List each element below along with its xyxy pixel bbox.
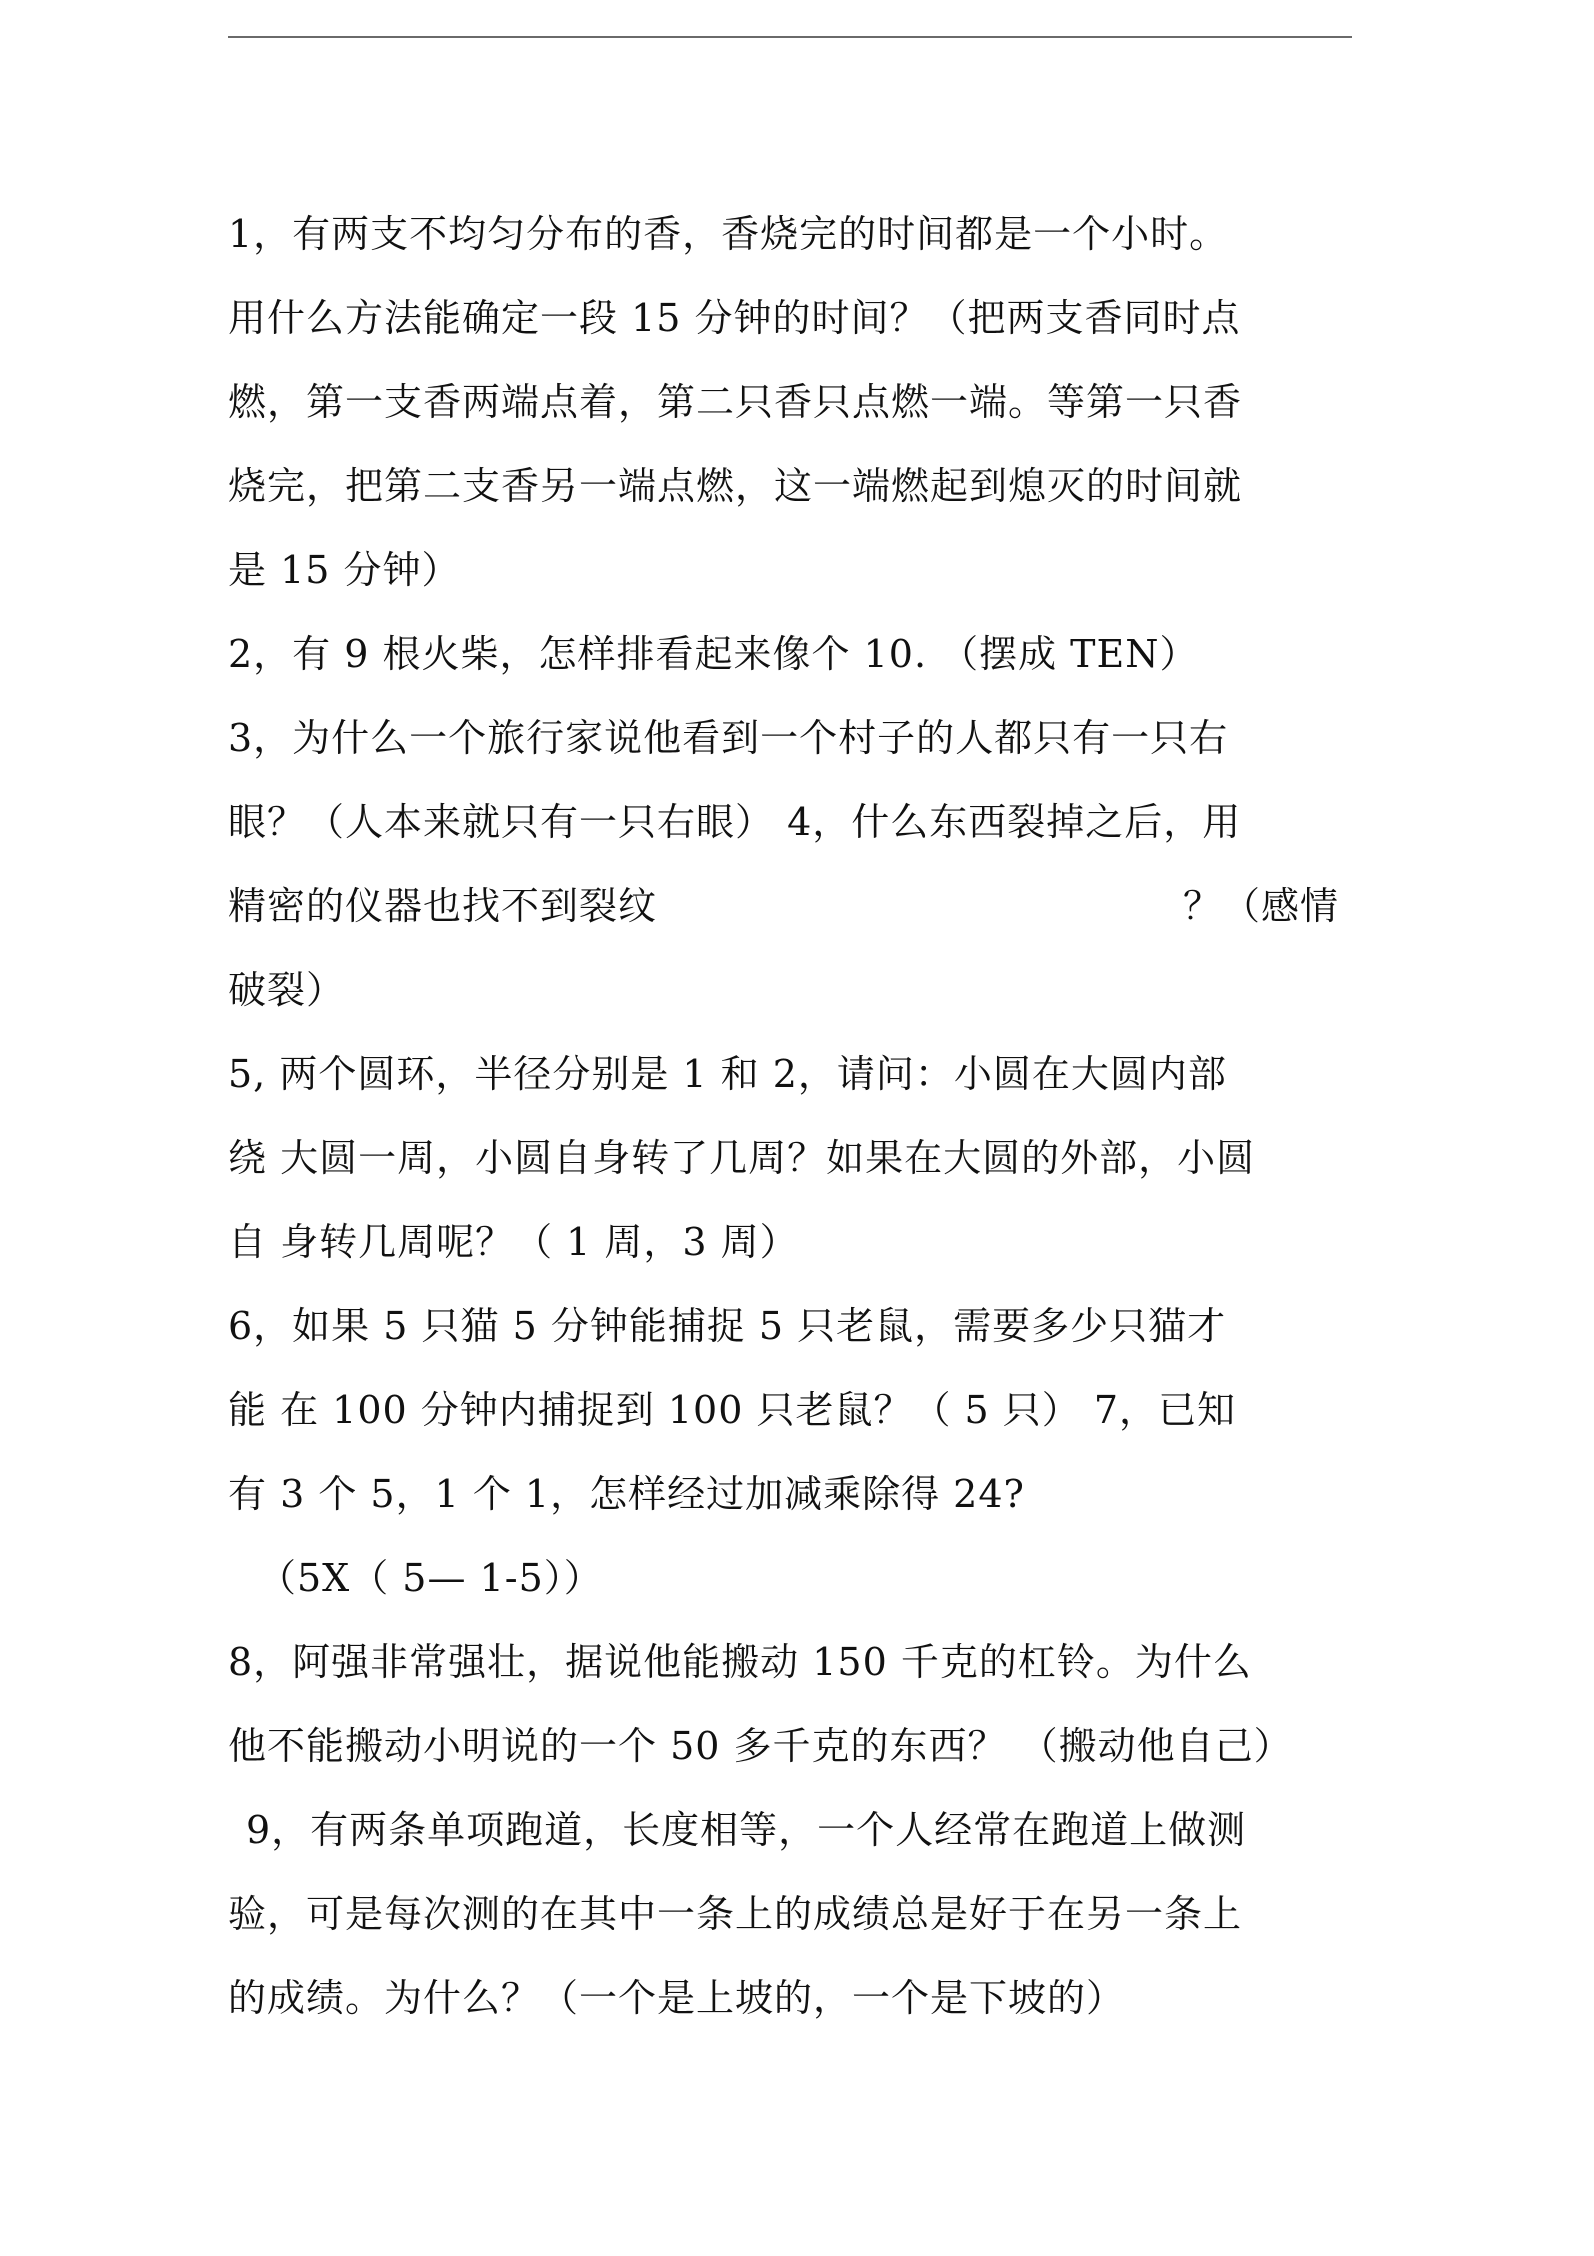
text-line: 破裂） [228,968,346,1012]
text-line: 5, 两个圆环，半径分别是 1 和 2，请问：小圆在大圆内部 [228,1052,1227,1096]
text-line: 8，阿强非常强壮，据说他能搬动 150 千克的杠铃。为什么 [228,1640,1252,1684]
text-line: 精密的仪器也找不到裂纹 [228,884,658,928]
text-line: 能 在 100 分钟内捕捉到 100 只老鼠？（ 5 只） 7，已知 [228,1388,1237,1432]
text-line: 1，有两支不均匀分布的香，香烧完的时间都是一个小时。 [228,212,1229,256]
text-line: 9，有两条单项跑道，长度相等，一个人经常在跑道上做测 [246,1808,1247,1852]
text-line: 绕 大圆一周，小圆自身转了几周？如果在大圆的外部，小圆 [228,1136,1256,1180]
text-line: 自 身转几周呢？（ 1 周，3 周） [228,1220,799,1264]
text-line: 3，为什么一个旅行家说他看到一个村子的人都只有一只右 [228,716,1229,760]
text-line: 的成绩。为什么？（一个是上坡的，一个是下坡的） [228,1976,1126,2020]
text-line: 他不能搬动小明说的一个 50 多千克的东西？ （搬动他自己） [228,1724,1293,1768]
text-line: 燃，第一支香两端点着，第二只香只点燃一端。等第一只香 [228,380,1243,424]
text-line: 烧完，把第二支香另一端点燃，这一端燃起到熄灭的时间就 [228,464,1243,508]
text-line: 2，有 9 根火柴，怎样排看起来像个 10. （摆成 TEN） [228,632,1199,676]
header-rule [228,36,1352,38]
text-line: 眼？（人本来就只有一只右眼） 4，什么东西裂掉之后，用 [228,800,1242,844]
text-line: 6，如果 5 只猫 5 分钟能捕捉 5 只老鼠，需要多少只猫才 [228,1304,1227,1348]
text-line: 有 3 个 5，1 个 1，怎样经过加减乘除得 24? [228,1472,1025,1516]
text-line: 验，可是每次测的在其中一条上的成绩总是好于在另一条上 [228,1892,1243,1936]
text-line: （5X（ 5— 1-5）） [258,1556,603,1600]
text-line-right: ？（感情 [1183,884,1340,928]
text-line: 是 15 分钟） [228,548,461,592]
text-line: 用什么方法能确定一段 15 分钟的时间？（把两支香同时点 [228,296,1241,340]
